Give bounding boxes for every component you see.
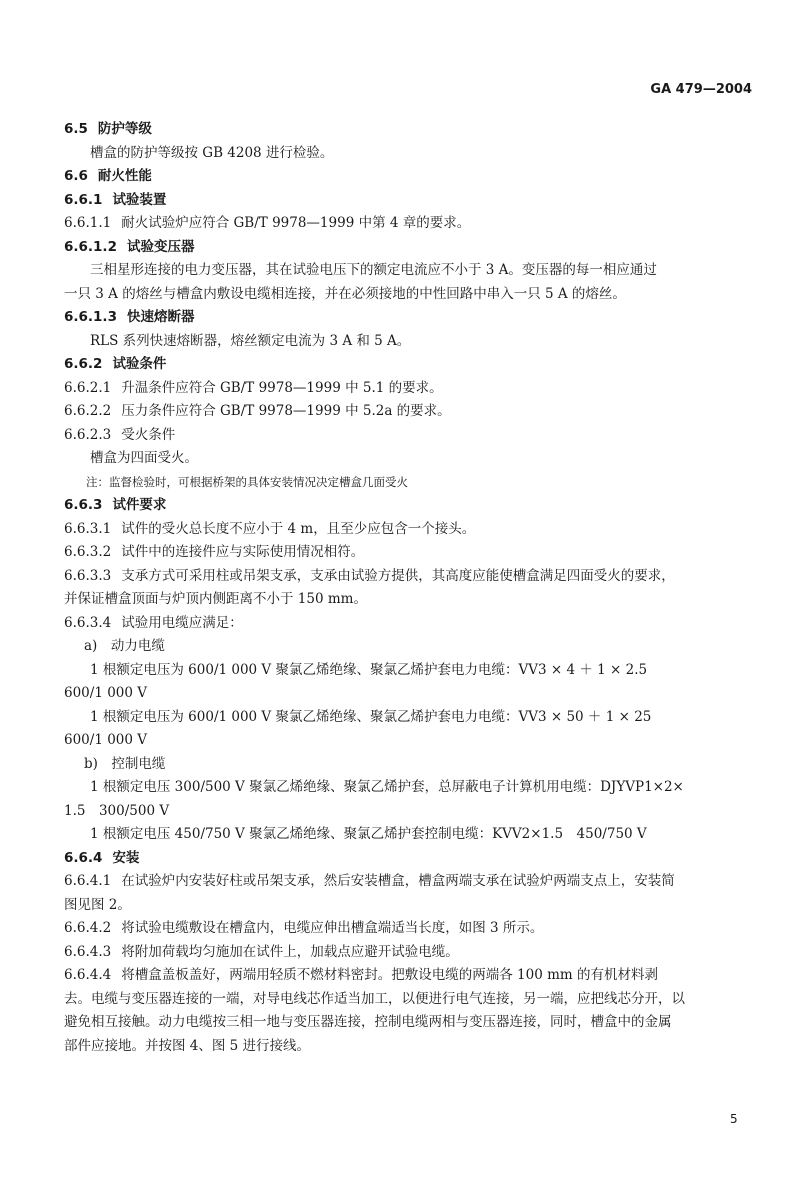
section-heading [64, 189, 754, 213]
clause-text: 升温条件应符合 GB/T 9978—1999 中 5.1 的要求。 [121, 379, 443, 396]
section-heading [64, 353, 754, 377]
clause-text: 受火条件 [121, 426, 176, 443]
clause-title: 试件要求 [112, 497, 167, 513]
numbered-clause [64, 612, 754, 636]
numbered-clause [64, 541, 754, 565]
clause-title: 试验条件 [112, 356, 167, 372]
clause-text: 支承方式可采用柱或吊架支承，支承由试验方提供，其高度应能使槽盒满足四面受火的要求， [121, 567, 675, 584]
clause-number: 6.6.3.4 [64, 614, 112, 631]
clause-text: 在试验炉内安装好柱或吊架支承，然后安装槽盒，槽盒两端支承在试验炉两端支点上，安装简 [121, 873, 675, 889]
clause-number: 6.6.2.1 [64, 379, 112, 396]
numbered-clause [64, 870, 754, 894]
clause-number: 6.6.4.4 [64, 967, 112, 983]
section-heading [64, 236, 754, 260]
list-item: a) 动力电缆 [84, 638, 165, 654]
clause-number: 6.6 [64, 168, 88, 184]
paragraph-line: 600/1 000 V [64, 732, 148, 748]
numbered-clause [64, 964, 754, 988]
clause-number: 6.6.1.2 [64, 238, 117, 255]
numbered-clause [64, 917, 754, 941]
clause-number: 6.5 [64, 121, 88, 137]
clause-number: 6.6.3.3 [64, 567, 112, 584]
paragraph-line: 部件应接地。并按图 4、图 5 进行接线。 [64, 1037, 311, 1054]
clause-text: 将槽盒盖板盖好，两端用轻质不燃材料密封。把敷设电缆的两端各 100 mm 的有机材料剥 [121, 967, 658, 983]
clause-text: 试件中的连接件应与实际使用情况相符。 [121, 544, 365, 560]
paragraph-line: RLS 系列快速熔断器，熔丝额定电流为 3 A 和 5 A。 [90, 332, 411, 349]
section-heading [64, 165, 754, 189]
paragraph-line: 图见图 2。 [64, 896, 131, 913]
paragraph-line: 槽盒为四面受火。 [90, 450, 198, 466]
clause-number: 6.6.4.2 [64, 920, 112, 936]
clause-text: 将附加荷载均匀施加在试件上，加载点应避开试验电缆。 [121, 943, 459, 960]
clause-text: 试验用电缆应满足： [121, 614, 243, 631]
paragraph-line: 1 根额定电压 450/750 V 聚氯乙烯绝缘、聚氯乙烯护套控制电缆：KVV2×1.5 450/750 V [90, 826, 647, 842]
clause-text: 将试验电缆敷设在槽盒内，电缆应伸出槽盒端适当长度，如图 3 所示。 [121, 920, 544, 936]
paragraph-line: 一只 3 A 的熔丝与槽盒内敷设电缆相连接，并在必须接地的中性回路中串入一只 5 A 的熔丝。 [64, 285, 626, 302]
numbered-clause [64, 518, 754, 542]
paragraph-line: 600/1 000 V [64, 685, 148, 701]
paragraph-line: 并保证槽盒顶面与炉顶内侧距离不小于 150 mm。 [64, 591, 367, 607]
section-heading [64, 494, 754, 518]
paragraph-line: 避免相互接触。动力电缆按三相一地与变压器连接，控制电缆两相与变压器连接，同时，槽盒中的金属 [64, 1014, 672, 1030]
paragraph-line: 1.5 300/500 V [64, 802, 170, 819]
document-body [64, 118, 754, 1058]
standard-code: GA 479—2004 [650, 82, 752, 97]
numbered-clause [64, 212, 754, 236]
page-number: 5 [730, 1112, 738, 1126]
clause-text: 耐火试验炉应符合 GB/T 9978—1999 中第 4 章的要求。 [121, 215, 471, 231]
clause-title: 防护等级 [97, 121, 152, 137]
paragraph-line: 去。电缆与变压器连接的一端，对导电线芯作适当加工，以便进行电气连接，另一端，应把线芯分开，以 [64, 990, 685, 1007]
clause-title: 试验装置 [112, 191, 167, 208]
numbered-clause [64, 424, 754, 448]
numbered-clause [64, 941, 754, 965]
clause-number: 6.6.2.2 [64, 403, 112, 419]
numbered-clause [64, 377, 754, 401]
paragraph-line: 1 根额定电压为 600/1 000 V 聚氯乙烯绝缘、聚氯乙烯护套电力电缆：VV3 × 50 ＋ 1 × 25 [90, 708, 652, 725]
paragraph-line: 1 根额定电压为 600/1 000 V 聚氯乙烯绝缘、聚氯乙烯护套电力电缆：VV3 × 4 ＋ 1 × 2.5 [90, 661, 648, 678]
paragraph-line: 三相星形连接的电力变压器，其在试验电压下的额定电流应不小于 3 A。变压器的每一相应通过 [90, 262, 657, 278]
clause-text: 试件的受火总长度不应小于 4 m，且至少应包含一个接头。 [121, 520, 476, 537]
section-heading [64, 306, 754, 330]
note-text: 注：监督检验时，可根据桥架的具体安装情况决定槽盒几面受火 [86, 474, 408, 489]
clause-number: 6.6.2 [64, 356, 103, 372]
clause-number: 6.6.3 [64, 497, 103, 513]
section-heading [64, 118, 754, 142]
clause-title: 安装 [112, 849, 140, 866]
list-item: b) 控制电缆 [84, 755, 166, 772]
clause-number: 6.6.4.3 [64, 943, 112, 960]
numbered-clause [64, 400, 754, 424]
clause-number: 6.6.4.1 [64, 873, 112, 889]
section-heading [64, 847, 754, 871]
clause-number: 6.6.1.1 [64, 215, 112, 231]
clause-number: 6.6.2.3 [64, 426, 112, 443]
numbered-clause [64, 565, 754, 589]
clause-number: 6.6.3.1 [64, 520, 112, 537]
clause-title: 快速熔断器 [126, 309, 195, 325]
clause-text: 压力条件应符合 GB/T 9978—1999 中 5.2a 的要求。 [121, 403, 451, 419]
paragraph-line: 1 根额定电压 300/500 V 聚氯乙烯绝缘、聚氯乙烯护套，总屏蔽电子计算机用电缆：DJYVP1×2× [90, 779, 684, 795]
clause-number: 6.6.4 [64, 849, 103, 866]
paragraph-line: 槽盒的防护等级按 GB 4208 进行检验。 [90, 144, 334, 161]
clause-number: 6.6.3.2 [64, 544, 112, 560]
clause-title: 耐火性能 [97, 168, 152, 184]
clause-number: 6.6.1 [64, 191, 103, 208]
clause-number: 6.6.1.3 [64, 309, 117, 325]
clause-title: 试验变压器 [126, 238, 195, 255]
